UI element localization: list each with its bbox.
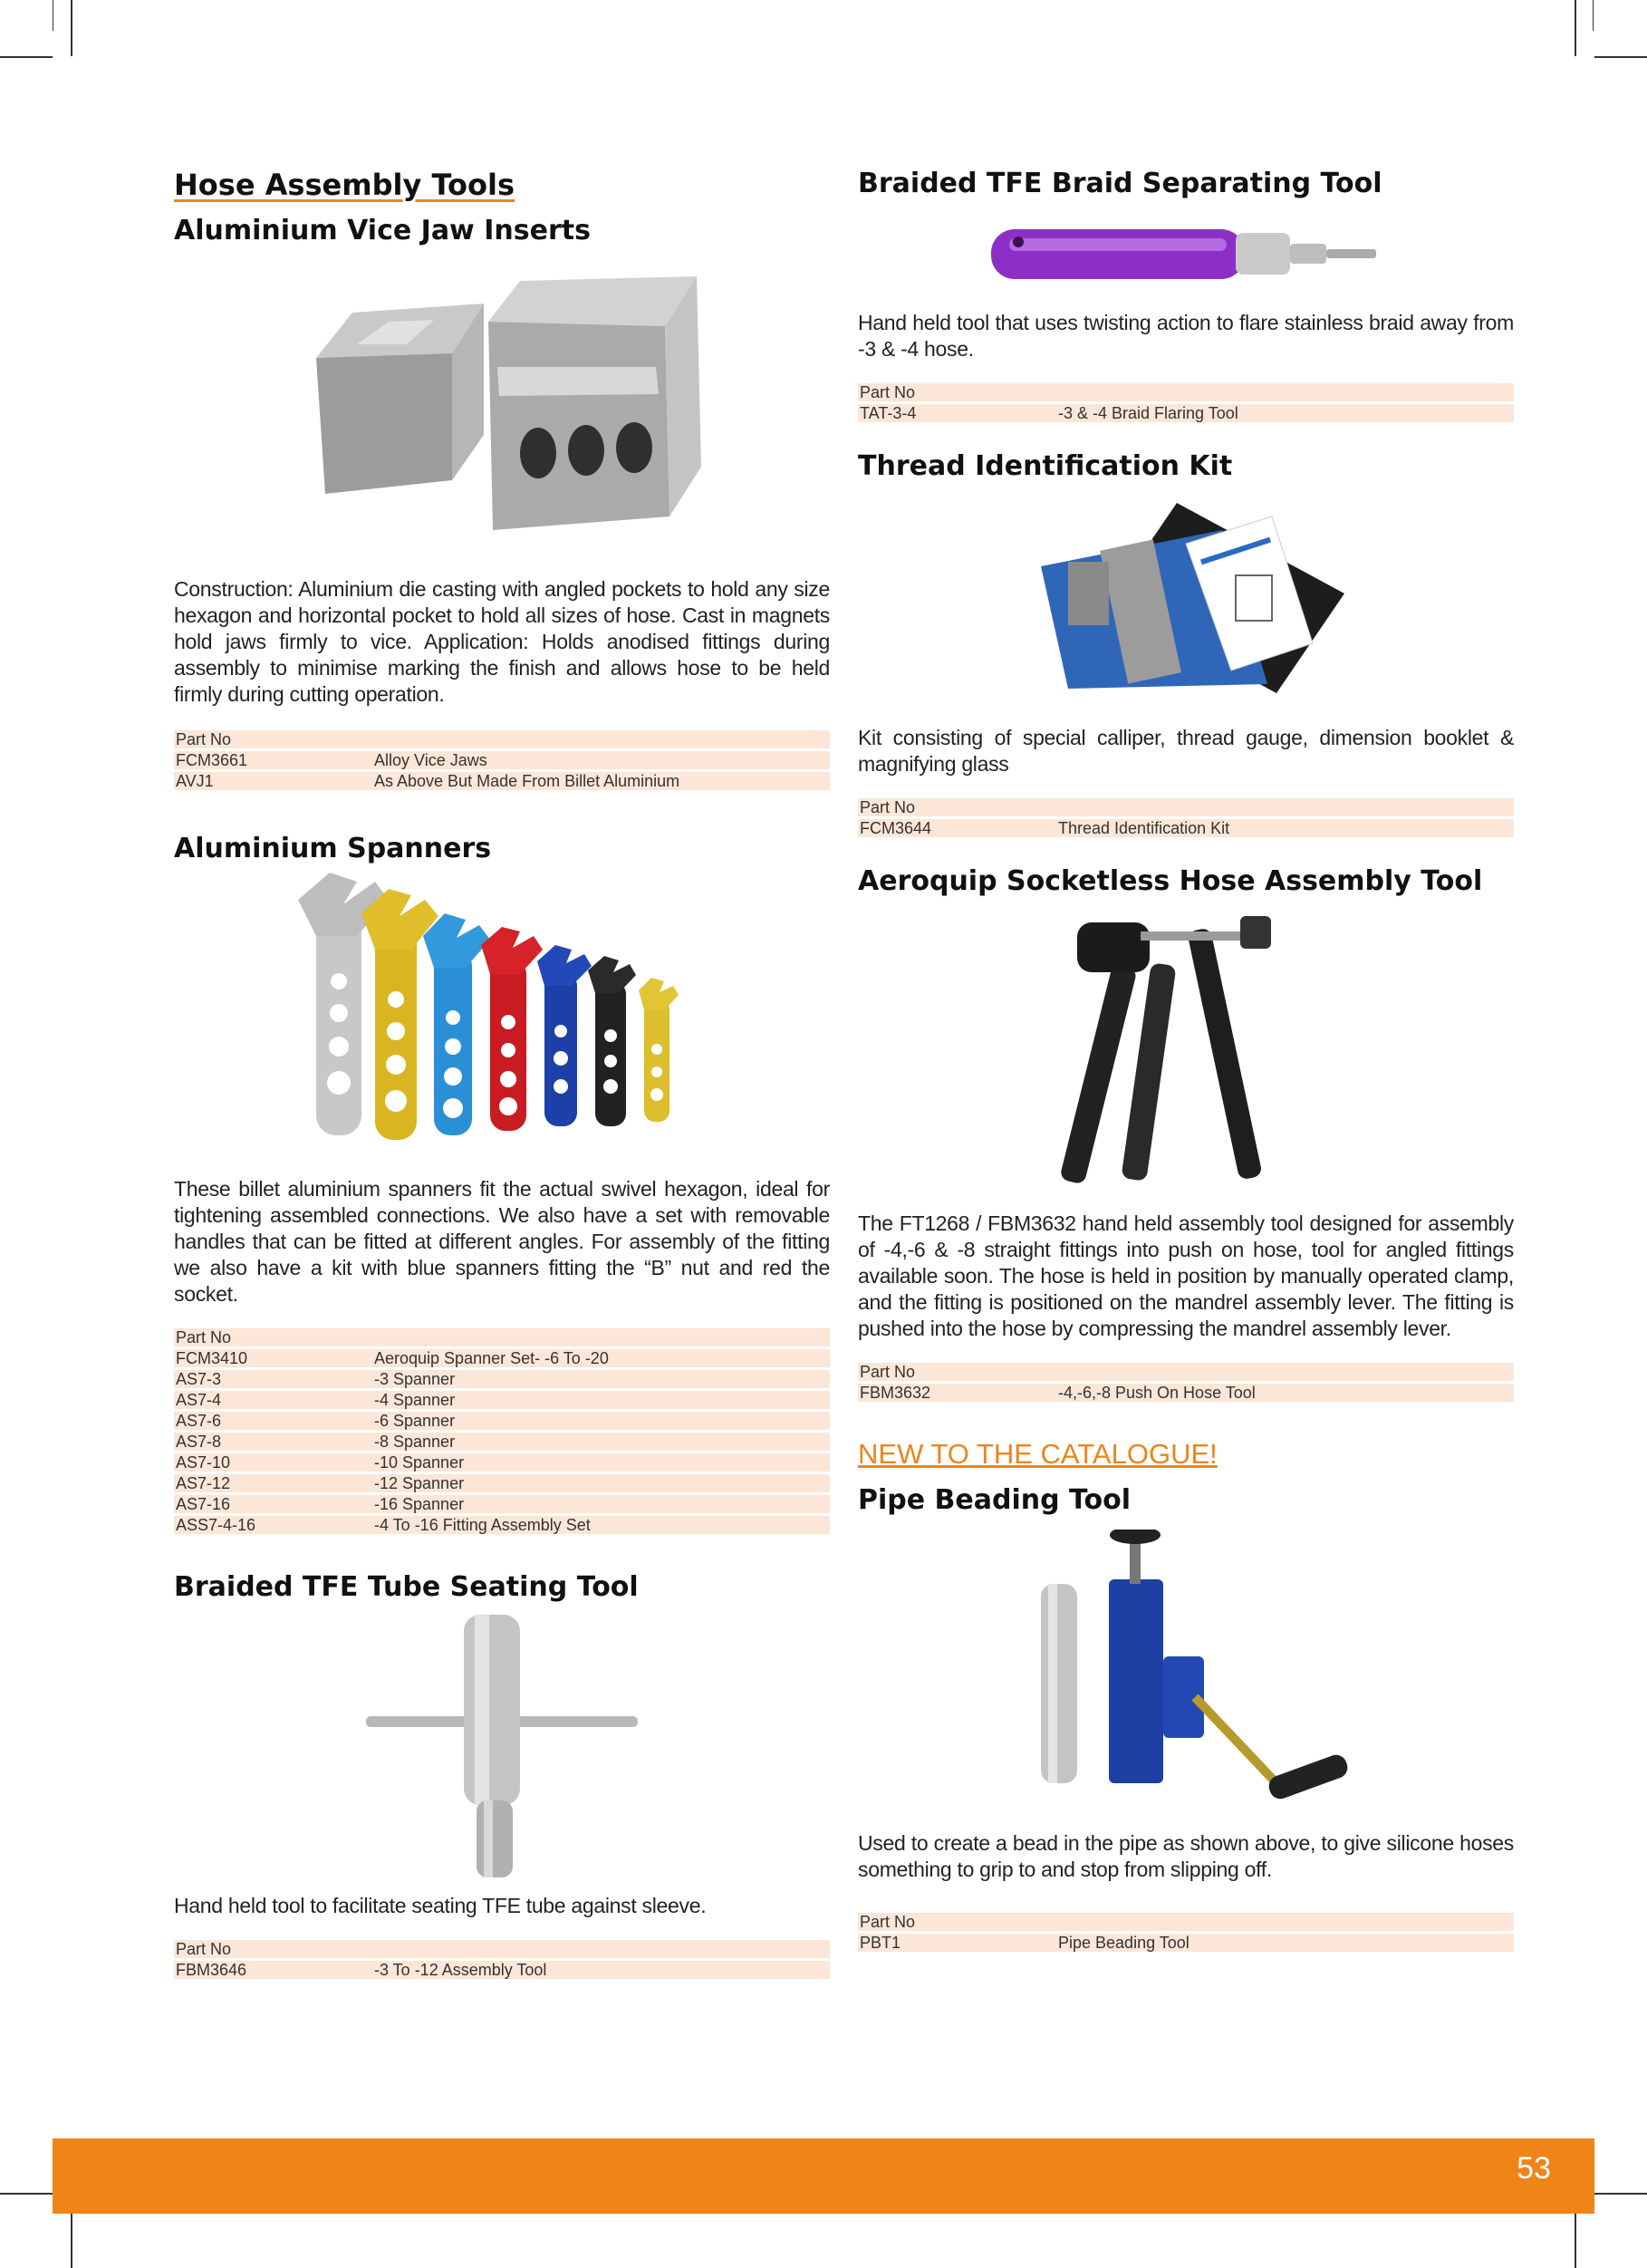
part-desc-cell: -8 Spanner bbox=[372, 1433, 830, 1451]
table-row bbox=[174, 1453, 830, 1472]
page-number: 53 bbox=[1517, 2151, 1551, 2186]
part-no-cell: FCM3661 bbox=[174, 751, 372, 769]
part-desc-cell: -4,-6,-8 Push On Hose Tool bbox=[1056, 1384, 1514, 1402]
part-desc-cell: -12 Spanner bbox=[372, 1474, 830, 1492]
parts-table bbox=[174, 1326, 830, 1537]
part-desc-cell: Alloy Vice Jaws bbox=[372, 751, 830, 769]
part-desc-cell: As Above But Made From Billet Aluminium bbox=[372, 772, 830, 790]
section-title: Aluminium Vice Jaw Inserts bbox=[174, 215, 591, 246]
part-no-cell: ASS7-4-16 bbox=[174, 1516, 372, 1534]
part-desc-cell: -16 Spanner bbox=[372, 1495, 830, 1513]
new-to-catalogue-label: NEW TO THE CATALOGUE! bbox=[858, 1438, 1218, 1470]
vice-jaw-image bbox=[289, 258, 715, 562]
table-row bbox=[174, 730, 830, 748]
footer-bar bbox=[53, 2138, 1594, 2214]
parts-table bbox=[858, 796, 1514, 840]
section-description: Construction: Aluminium die casting with angled pockets to hold any size hexagon and horizontal pocket to hold all sizes of hose. Cast in magnets hold jaws firmly to vice. Application: Holds anodised fittings during assembly to minimise marking the finish and allows hose to be held firmly during cutting operation. bbox=[174, 577, 830, 706]
table-row bbox=[174, 1370, 830, 1388]
parts-table bbox=[858, 1360, 1514, 1404]
crop-mark bbox=[1575, 2214, 1576, 2268]
part-no-cell: AS7-16 bbox=[174, 1495, 372, 1513]
part-no-cell: AS7-4 bbox=[174, 1391, 372, 1409]
part-desc-cell bbox=[372, 1940, 830, 1958]
part-desc-cell bbox=[372, 1328, 830, 1346]
table-row bbox=[174, 751, 830, 769]
section-description: These billet aluminium spanners fit the actual swivel hexagon, ideal for tightening assembled connections. We also have a set with removable handles that can be fitted at different angles. For assembly of the fitting we also have a kit with blue spanners fitting the “B” nut and red the socket. bbox=[174, 1177, 830, 1306]
part-no-cell: Part No bbox=[858, 383, 1056, 401]
section-description: Kit consisting of special calliper, thread gauge, dimension booklet & magnifying glass bbox=[858, 726, 1514, 776]
section-title: Thread Identification Kit bbox=[858, 450, 1233, 482]
section-socketless bbox=[858, 865, 1514, 1404]
part-desc-cell bbox=[372, 730, 830, 748]
section-description: The FT1268 / FBM3632 hand held assembly tool designed for assembly of -4,-6 & -8 straight fittings into push on hose, tool for angled fittings available soon. The hose is held in position by manually operated clamp, and the fitting is positioned on the mandrel assembly lever. The fitting is pushed into the hose by compressing the mandrel assembly lever. bbox=[858, 1211, 1514, 1340]
braid-tool-image bbox=[991, 211, 1381, 297]
part-desc-cell: -3 & -4 Braid Flaring Tool bbox=[1056, 404, 1514, 422]
table-row bbox=[174, 1516, 830, 1534]
section-title: Braided TFE Tube Seating Tool bbox=[174, 1571, 639, 1603]
section-thread-id bbox=[858, 450, 1514, 840]
parts-table bbox=[858, 1910, 1514, 1954]
thread-kit-image bbox=[1014, 494, 1358, 698]
crop-mark bbox=[0, 56, 53, 58]
parts-table bbox=[174, 1937, 830, 1982]
part-desc-cell bbox=[1056, 1913, 1514, 1931]
part-desc-cell: Thread Identification Kit bbox=[1056, 819, 1514, 837]
page-heading: Hose Assembly Tools bbox=[174, 168, 515, 202]
part-no-cell: Part No bbox=[174, 1328, 372, 1346]
part-no-cell: Part No bbox=[174, 1940, 372, 1958]
part-no-cell: Part No bbox=[174, 730, 372, 748]
table-row bbox=[174, 1940, 830, 1958]
part-no-cell: Part No bbox=[858, 1913, 1056, 1931]
part-no-cell: AS7-10 bbox=[174, 1453, 372, 1472]
table-row bbox=[174, 1433, 830, 1451]
section-braid-separating bbox=[858, 168, 1514, 425]
socketless-tool-image bbox=[1050, 909, 1322, 1185]
part-desc-cell bbox=[1056, 1363, 1514, 1381]
table-row bbox=[174, 1961, 830, 1979]
part-no-cell: AS7-8 bbox=[174, 1433, 372, 1451]
table-row bbox=[174, 1495, 830, 1513]
table-row bbox=[858, 383, 1514, 401]
table-row bbox=[174, 1349, 830, 1367]
part-desc-cell: -4 To -16 Fitting Assembly Set bbox=[372, 1516, 830, 1534]
table-row bbox=[174, 1474, 830, 1492]
table-row bbox=[174, 772, 830, 790]
parts-table bbox=[174, 728, 830, 793]
table-row bbox=[858, 1934, 1514, 1952]
table-row bbox=[174, 1391, 830, 1409]
part-no-cell: FCM3410 bbox=[174, 1349, 372, 1367]
crop-mark bbox=[71, 0, 72, 56]
pipe-beading-image bbox=[1005, 1530, 1367, 1810]
table-row bbox=[174, 1328, 830, 1346]
crop-mark bbox=[1594, 56, 1647, 58]
part-desc-cell: -4 Spanner bbox=[372, 1391, 830, 1409]
section-title: Pipe Beading Tool bbox=[858, 1484, 1132, 1516]
table-row bbox=[858, 819, 1514, 837]
parts-table bbox=[858, 381, 1514, 425]
part-desc-cell bbox=[1056, 383, 1514, 401]
section-description: Hand held tool that uses twisting action to flare stainless braid away from -3 & -4 hose. bbox=[858, 311, 1514, 361]
table-row bbox=[174, 1412, 830, 1430]
part-desc-cell: -6 Spanner bbox=[372, 1412, 830, 1430]
part-desc-cell: -3 Spanner bbox=[372, 1370, 830, 1388]
section-spanners bbox=[174, 833, 830, 1537]
part-no-cell: FBM3646 bbox=[174, 1961, 372, 1979]
part-desc-cell: -3 To -12 Assembly Tool bbox=[372, 1961, 830, 1979]
tube-seating-image bbox=[357, 1615, 647, 1882]
crop-mark bbox=[71, 2214, 72, 2268]
part-no-cell: AS7-6 bbox=[174, 1412, 372, 1430]
table-row bbox=[858, 798, 1514, 816]
section-pipe-beading bbox=[858, 1437, 1514, 1954]
part-desc-cell: Pipe Beading Tool bbox=[1056, 1934, 1514, 1952]
table-row bbox=[858, 1363, 1514, 1381]
part-no-cell: AVJ1 bbox=[174, 772, 372, 790]
right-column bbox=[858, 168, 1514, 1954]
part-no-cell: AS7-3 bbox=[174, 1370, 372, 1388]
section-title: Aluminium Spanners bbox=[174, 833, 492, 864]
crop-mark bbox=[0, 2193, 53, 2195]
part-no-cell: AS7-12 bbox=[174, 1474, 372, 1492]
crop-mark bbox=[1593, 0, 1594, 31]
part-no-cell: Part No bbox=[858, 1363, 1056, 1381]
part-no-cell: Part No bbox=[858, 798, 1056, 816]
section-title: Braided TFE Braid Separating Tool bbox=[858, 168, 1382, 199]
part-desc-cell: Aeroquip Spanner Set- -6 To -20 bbox=[372, 1349, 830, 1367]
table-row bbox=[858, 1913, 1514, 1931]
part-no-cell: FBM3632 bbox=[858, 1384, 1056, 1402]
part-desc-cell bbox=[1056, 798, 1514, 816]
table-row bbox=[858, 404, 1514, 422]
table-row bbox=[858, 1384, 1514, 1402]
part-desc-cell: -10 Spanner bbox=[372, 1453, 830, 1472]
section-description: Hand held tool to facilitate seating TFE tube against sleeve. bbox=[174, 1894, 707, 1917]
section-tube-seating bbox=[174, 1571, 830, 1982]
part-no-cell: PBT1 bbox=[858, 1934, 1056, 1952]
part-no-cell: TAT-3-4 bbox=[858, 404, 1056, 422]
section-description: Used to create a bead in the pipe as shown above, to give silicone hoses something to grip to and stop from slipping off. bbox=[858, 1831, 1514, 1881]
part-no-cell: FCM3644 bbox=[858, 819, 1056, 837]
section-vice-jaws bbox=[174, 215, 830, 793]
section-title: Aeroquip Socketless Hose Assembly Tool bbox=[858, 865, 1483, 897]
crop-mark bbox=[1594, 2193, 1647, 2195]
spanners-image bbox=[289, 873, 715, 1149]
crop-mark bbox=[1575, 0, 1576, 56]
left-column bbox=[174, 168, 830, 1982]
